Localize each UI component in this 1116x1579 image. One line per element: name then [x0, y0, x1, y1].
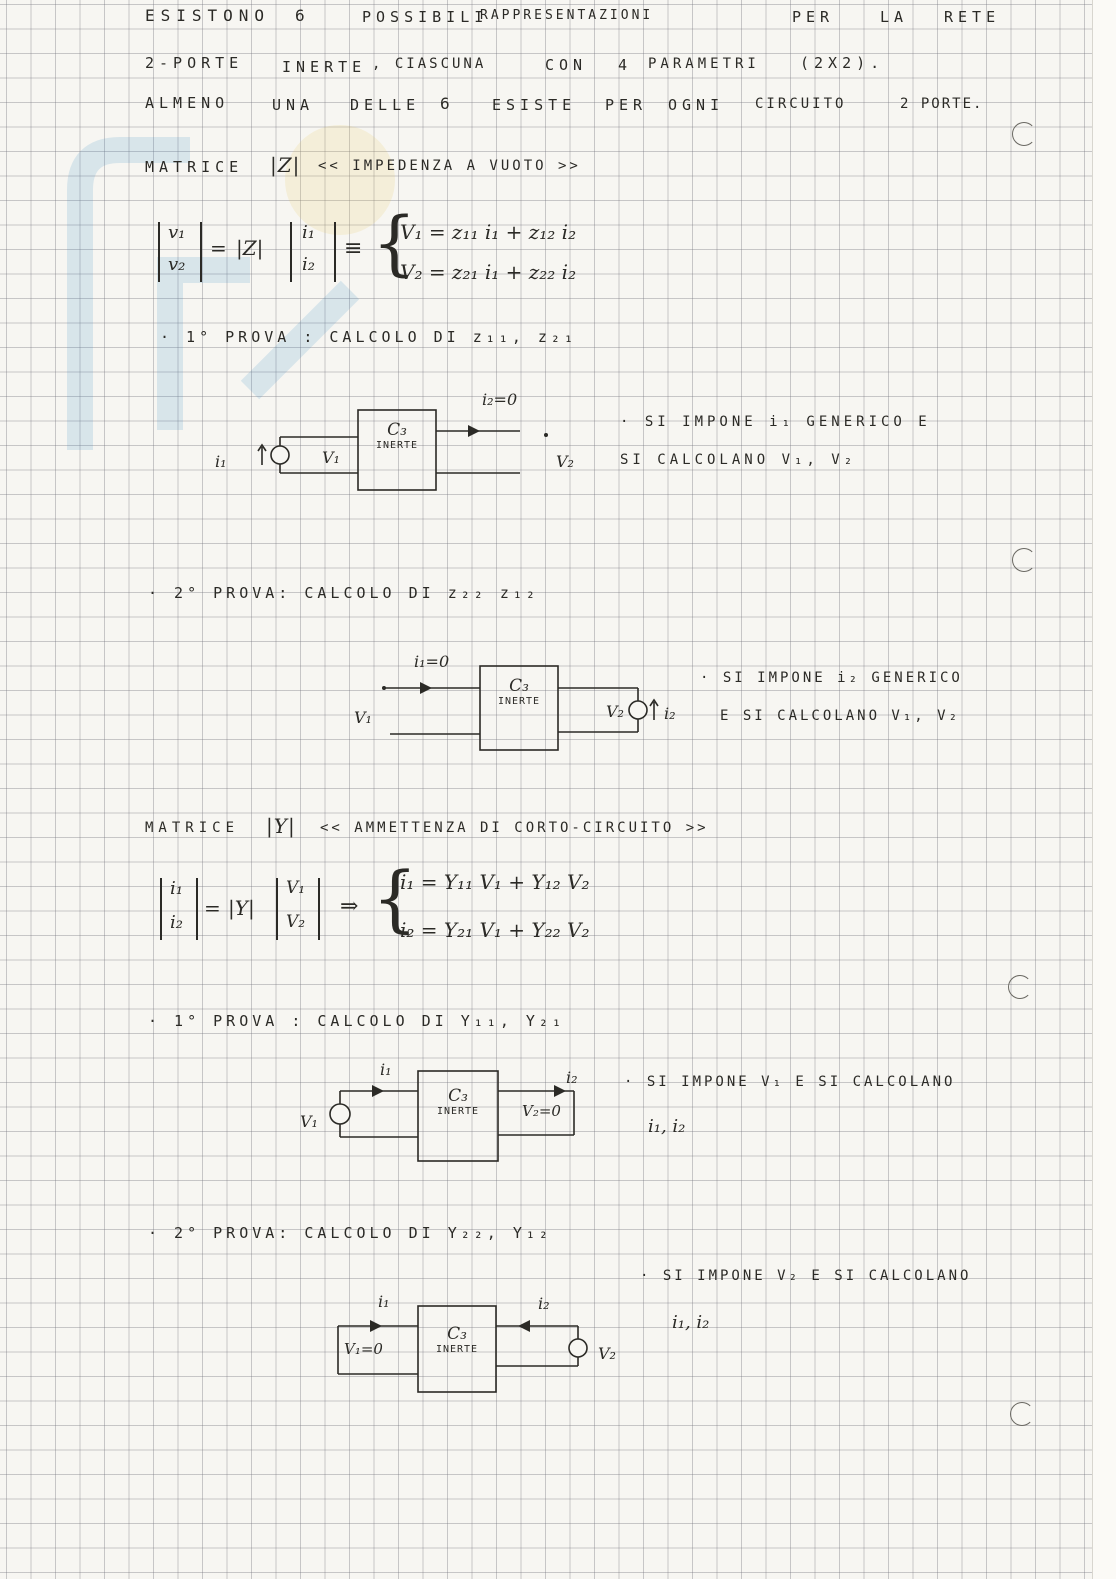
- z-test2-note: E SI CALCOLANO V₁, V₂: [720, 708, 961, 724]
- heading-symbol: |Z|: [270, 153, 301, 177]
- intro-word: UNA: [272, 96, 315, 114]
- voltage-label: V₂: [598, 1344, 616, 1363]
- matrix-bar: [160, 878, 162, 940]
- y-test2-note: · SI IMPONE V₂ E SI CALCOLANO: [640, 1268, 972, 1284]
- eq-term: v₁: [168, 222, 186, 243]
- intro-word: CIRCUITO: [755, 96, 847, 112]
- eq-sign: =: [210, 236, 227, 260]
- binder-ring-mark: [1008, 975, 1032, 999]
- heading-label: MATRICE: [145, 158, 244, 176]
- y-test2-note: i₁, i₂: [672, 1312, 710, 1333]
- voltage-label: V₁: [322, 448, 340, 467]
- eq-term: i₂: [302, 254, 315, 275]
- y-test1-title: · 1° PROVA : CALCOLO DI Y₁₁, Y₂₁: [148, 1012, 565, 1030]
- two-port-block: [418, 1324, 496, 1355]
- y-test1-note: i₁, i₂: [648, 1116, 686, 1137]
- z-test1-title: · 1° PROVA : CALCOLO DI z₁₁, z₂₁: [160, 328, 577, 346]
- voltage-label: V₁: [300, 1112, 318, 1131]
- block-subtitle: INERTE: [497, 696, 541, 707]
- two-port-block: [418, 1086, 498, 1117]
- eq-matrix: |Z|: [236, 236, 264, 260]
- eq-term: v₂: [168, 254, 186, 275]
- block-name: C₃: [448, 1086, 468, 1106]
- eq-sign: =: [204, 896, 221, 920]
- intro-word: PER: [605, 96, 648, 114]
- binder-ring-mark: [1012, 548, 1036, 572]
- brace: {: [372, 856, 418, 940]
- matrix-bar: [318, 878, 320, 940]
- intro-word: (2X2).: [800, 54, 885, 72]
- eq-term: i₂: [170, 912, 183, 933]
- eq-term: i₁: [302, 222, 315, 243]
- matrix-bar: [276, 878, 278, 940]
- block-name: C₃: [447, 1324, 467, 1344]
- voltage-label: V₁: [354, 708, 372, 727]
- current-label: i₂: [566, 1068, 578, 1087]
- eq-sign: ⇒: [340, 894, 359, 919]
- eq-term: V₂: [286, 912, 306, 932]
- brace: {: [372, 202, 417, 284]
- intro-word: RETE: [944, 8, 1001, 26]
- matrix-bar: [334, 222, 336, 282]
- block-subtitle: INERTE: [435, 1344, 479, 1355]
- intro-word: 6: [440, 94, 456, 113]
- intro-word: ESISTONO: [145, 6, 271, 25]
- intro-word: 6: [295, 6, 311, 25]
- eq-row: V₁ = z₁₁ i₁ + z₁₂ i₂: [400, 220, 577, 244]
- intro-word: , CIASCUNA: [372, 56, 487, 72]
- current-label: i₁: [215, 452, 227, 471]
- heading-name: << AMMETTENZA DI CORTO-CIRCUITO >>: [320, 820, 709, 836]
- intro-word: ALMENO: [145, 94, 230, 112]
- block-name: C₃: [509, 676, 529, 696]
- intro-word: 2-PORTE: [145, 54, 244, 72]
- eq-row: i₂ = Y₂₁ V₁ + Y₂₂ V₂: [400, 918, 590, 942]
- page-margin: [1092, 0, 1116, 1579]
- current-label: i₁: [378, 1292, 390, 1311]
- voltage-label: V₂=0: [522, 1102, 561, 1120]
- voltage-label: V₂: [556, 452, 574, 471]
- intro-word: 4: [618, 56, 633, 74]
- block-name: C₃: [387, 420, 407, 440]
- intro-word: OGNI: [668, 96, 725, 114]
- current-label: i₂=0: [482, 390, 518, 409]
- block-subtitle: INERTE: [375, 440, 419, 451]
- heading-label: MATRICE: [145, 820, 240, 836]
- intro-word: INERTE: [282, 58, 367, 76]
- current-label: i₂: [538, 1294, 550, 1313]
- matrix-bar: [158, 222, 160, 282]
- binder-ring-mark: [1010, 1402, 1034, 1426]
- eq-row: V₂ = z₂₁ i₁ + z₂₂ i₂: [400, 260, 577, 284]
- matrix-bar: [196, 878, 198, 940]
- intro-word: LA: [880, 8, 909, 26]
- voltage-label: V₁=0: [344, 1340, 383, 1358]
- z-test2-note: · SI IMPONE i₂ GENERICO: [700, 670, 963, 686]
- intro-word: CON: [545, 56, 588, 74]
- y-test1-note: · SI IMPONE V₁ E SI CALCOLANO: [624, 1074, 956, 1090]
- intro-word: PARAMETRI: [648, 56, 760, 72]
- eq-matrix: |Y|: [228, 896, 255, 920]
- matrix-bar: [200, 222, 202, 282]
- matrix-bar: [290, 222, 292, 282]
- current-label: i₂: [664, 704, 676, 723]
- intro-word: PER: [792, 8, 835, 26]
- block-subtitle: INERTE: [436, 1106, 480, 1117]
- z-test1-note: SI CALCOLANO V₁, V₂: [620, 452, 857, 468]
- eq-term: i₁: [170, 878, 183, 899]
- eq-sign: ≡: [344, 236, 363, 261]
- current-label: i₁: [380, 1060, 392, 1079]
- intro-word: POSSIBILI: [362, 8, 489, 26]
- eq-term: V₁: [286, 878, 306, 898]
- voltage-label: V₂: [606, 702, 624, 721]
- eq-row: i₁ = Y₁₁ V₁ + Y₁₂ V₂: [400, 870, 590, 894]
- two-port-block: [480, 676, 558, 707]
- intro-word: ESISTE: [492, 96, 577, 114]
- z-test2-title: · 2° PROVA: CALCOLO DI z₂₂ z₁₂: [148, 584, 539, 602]
- binder-ring-mark: [1012, 122, 1036, 146]
- intro-word: 2 PORTE.: [900, 96, 984, 112]
- y-test2-title: · 2° PROVA: CALCOLO DI Y₂₂, Y₁₂: [148, 1224, 552, 1242]
- two-port-block: [358, 420, 436, 451]
- z-test1-note: · SI IMPONE i₁ GENERICO E: [620, 414, 931, 430]
- intro-word: DELLE: [350, 96, 421, 114]
- heading-symbol: |Y|: [266, 814, 296, 838]
- heading-name: << IMPEDENZA A VUOTO >>: [318, 158, 581, 174]
- intro-word: RAPPRESENTAZIONI: [480, 8, 654, 23]
- current-label: i₁=0: [414, 652, 450, 671]
